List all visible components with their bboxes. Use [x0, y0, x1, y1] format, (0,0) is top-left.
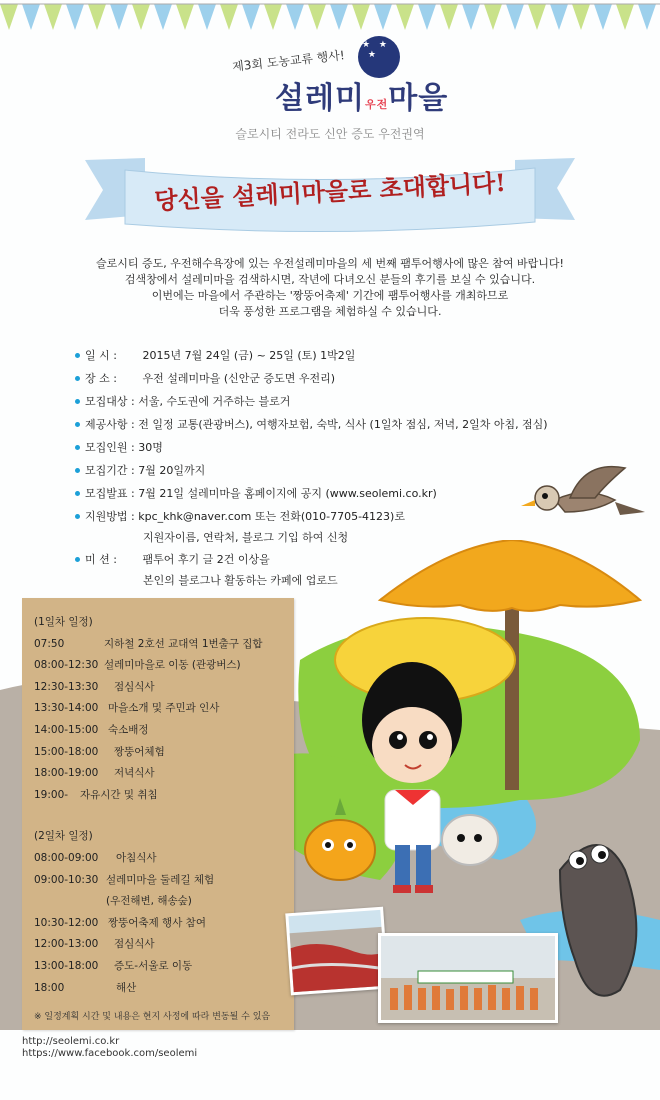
schedule-desc: 숙소배정: [108, 723, 149, 736]
info-label: 모집기간 :: [85, 464, 135, 477]
info-apply-cont: 지원자이름, 연락처, 블로그 기입 하여 신청: [143, 531, 349, 544]
intro-line: 이번에는 마을에서 주관하는 '짱뚱어축제' 기간에 팸투어행사를 개최하므로: [151, 289, 509, 302]
bunting-decoration: [0, 0, 660, 40]
info-mission-cont: 본인의 블로그나 활동하는 카페에 업로드: [143, 574, 338, 587]
schedule-time: 08:00-09:00: [34, 851, 99, 864]
day1-title: (1일차 일정): [34, 616, 93, 628]
schedule-desc: 설레미마을로 이동 (관광버스): [104, 659, 241, 672]
schedule-row: [34, 891, 289, 913]
schedule-desc: 마을소개 및 주민과 인사: [108, 702, 220, 715]
footer-links: [22, 1036, 197, 1060]
schedule-row: [34, 870, 289, 892]
schedule-desc: 점심식사: [114, 938, 155, 951]
facebook-link[interactable]: https://www.facebook.com/seolemi: [22, 1048, 198, 1059]
schedule-time: 12:00-13:00: [34, 938, 99, 951]
schedule-row: [34, 763, 289, 785]
schedule-time: 19:00-: [34, 788, 69, 801]
schedule-desc: 증도-서울로 이동: [114, 959, 193, 972]
garlic-character: [442, 815, 498, 865]
schedule-time: 10:30-12:00: [34, 916, 99, 929]
info-label: 모집발표 :: [85, 487, 135, 500]
schedule-desc: (우전해변, 해송숲): [106, 895, 192, 908]
schedule-row: [34, 956, 289, 978]
village-logo: [275, 73, 448, 117]
info-provide: [75, 413, 595, 436]
schedule-row: [34, 978, 289, 1000]
schedule-row: [34, 655, 289, 677]
info-value: 7월 21일 설레미마을 홈페이지에 공지 (www.seolemi.co.kr): [138, 487, 437, 500]
logo-end-text: 마을: [388, 81, 449, 116]
schedule-desc: 자유시간 및 취침: [80, 788, 158, 801]
schedule-note: ※ 일정계획 시간 및 내용은 현지 사정에 따라 변동될 수 있음: [34, 1012, 271, 1023]
info-value: 30명: [138, 441, 163, 454]
info-label: 미 션 :: [85, 553, 117, 566]
intro-line: 더욱 풍성한 프로그램을 체험하실 수 있습니다.: [218, 305, 442, 318]
schedule-time: 13:30-14:00: [34, 702, 99, 715]
schedule-list: [34, 612, 289, 1029]
info-value: 팸투어 후기 글 2건 이상을: [142, 553, 270, 566]
day2-title: (2일차 일정): [34, 830, 93, 843]
info-label: 제공사항 :: [85, 418, 135, 431]
schedule-row: [34, 848, 289, 870]
schedule-time: 13:00-18:00: [34, 959, 99, 972]
info-place: [75, 367, 595, 390]
schedule-desc: 아침식사: [116, 851, 157, 864]
schedule-row: [34, 785, 289, 807]
info-label: 일 시 :: [85, 349, 117, 362]
schedule-time: 12:30-13:30: [34, 680, 99, 693]
schedule-time: 15:00-18:00: [34, 745, 99, 758]
event-subtitle: 제3회 도농교류 행사!: [231, 48, 346, 74]
schedule-desc: 짱뚱어축제 행사 참여: [108, 916, 206, 929]
schedule-row: [34, 934, 289, 956]
schedule-row: [34, 634, 289, 656]
info-value: 7월 20일까지: [138, 464, 206, 477]
schedule-time: 07:50: [34, 637, 65, 650]
info-value: 서울, 수도권에 거주하는 블로거: [138, 395, 291, 408]
schedule-row: [34, 720, 289, 742]
info-value: 2015년 7월 24일 (금) ~ 25일 (토) 1박2일: [142, 349, 356, 362]
email-contact[interactable]: kpc_khk@naver.com 또는 전화(010-7705-4123)로: [138, 510, 405, 523]
website-link[interactable]: http://seolemi.co.kr: [22, 1036, 120, 1047]
schedule-desc: 해산: [116, 981, 137, 994]
intro-text: [40, 256, 620, 320]
info-label: 장 소 :: [85, 372, 117, 385]
schedule-time: 08:00-12:30: [34, 659, 99, 672]
schedule-row: [34, 913, 289, 935]
slogan: 슬로시티 전라도 신안 증도 우전권역: [235, 127, 425, 141]
info-date: [75, 344, 595, 367]
photo-red-flats: [285, 907, 388, 996]
info-count: [75, 436, 595, 459]
info-label: 모집인원 :: [85, 441, 135, 454]
schedule-desc: 짱뚱어체험: [114, 745, 165, 758]
info-value: 전 일정 교통(관광버스), 여행자보험, 숙박, 식사 (1일차 점심, 저녁, 2일차 아침, 점심): [138, 418, 548, 431]
schedule-time: 09:00-10:30: [34, 873, 99, 886]
umbrella-pole: [505, 600, 519, 790]
invitation-banner-text: 당신을 설레미마을로 초대합니다!: [153, 167, 507, 216]
schedule-time: 18:00-19:00: [34, 767, 99, 780]
schedule-row: [34, 677, 289, 699]
schedule-desc: 점심식사: [114, 680, 155, 693]
star-icon: ★ ★ ★: [362, 40, 390, 60]
photo-group: [378, 933, 558, 1023]
schedule-time: 18:00: [34, 981, 65, 994]
logo-small-text: 우전: [364, 98, 389, 111]
info-value: 우전 설레미마을 (신안군 증도면 우전리): [142, 372, 336, 385]
info-label: 모집대상 :: [85, 395, 135, 408]
schedule-row: [34, 698, 289, 720]
logo-main-text: 설레미: [275, 81, 365, 116]
schedule-time: 14:00-15:00: [34, 723, 99, 736]
intro-line: 검색창에서 설레미마을 검색하시면, 작년에 다녀오신 분들의 후기를 보실 수 있습니다.: [124, 273, 536, 286]
schedule-desc: 지하철 2호선 교대역 1번출구 집합: [104, 637, 263, 650]
schedule-desc: 설레미마을 둘레길 체험: [106, 873, 215, 886]
schedule-row: [34, 742, 289, 764]
info-target: [75, 390, 595, 413]
schedule-desc: 저녁식사: [114, 767, 155, 780]
intro-line: 슬로시티 증도, 우전해수욕장에 있는 우전설레미마을의 세 번째 팸투어행사에 많은 참여 바랍니다!: [96, 257, 564, 270]
flying-goose: [515, 460, 655, 530]
info-label: 지원방법 :: [85, 510, 135, 523]
